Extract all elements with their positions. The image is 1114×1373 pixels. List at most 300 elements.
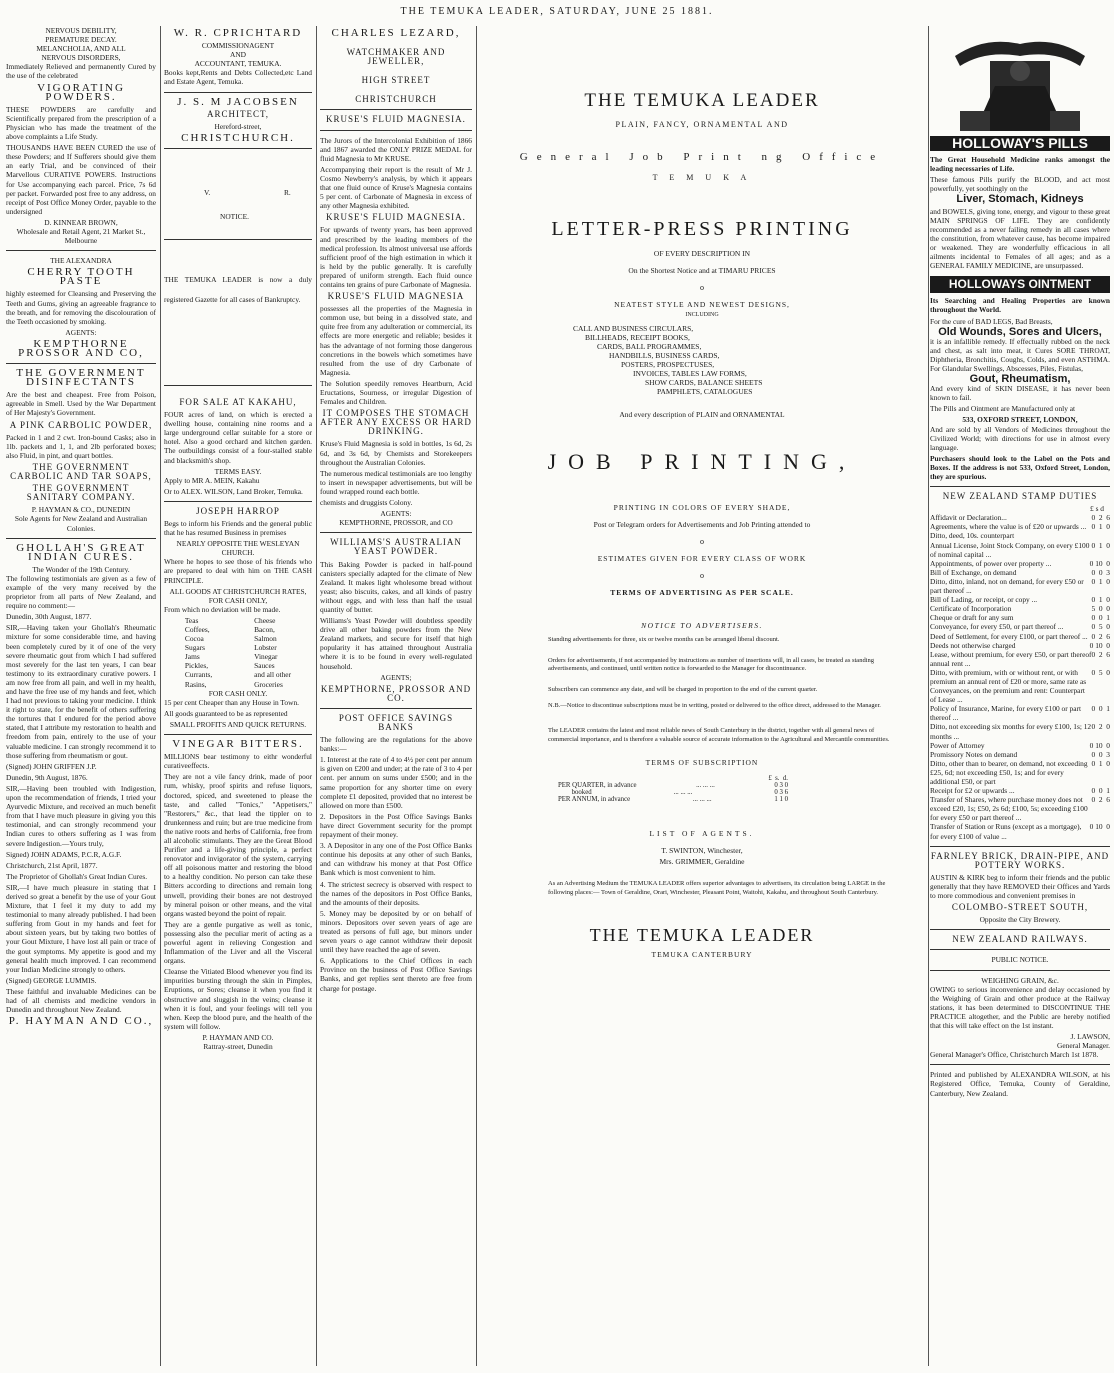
signatory-name: J. LAWSON, (1070, 1032, 1110, 1042)
duty-value: 0 2 6 (1091, 631, 1110, 641)
duty-value: 0 10 0 (1089, 558, 1110, 568)
duty-value: 0 0 3 (1091, 567, 1110, 577)
divider (930, 970, 1110, 971)
ad-text: possesses all the properties of the Magnesia in common use, but being in a dissolved state, and quite free from any adulteration or commercial, its effects are more energetic and reliable; besides it has the advantage of not forming those dangerous concretions in the bowels which sometimes have resulted from the use of dry Carbonate of Magnesia. (320, 304, 472, 377)
list-item: Jams (184, 652, 200, 662)
ornament: o (700, 571, 704, 580)
table-row (930, 668, 1110, 704)
table-row (930, 568, 1110, 577)
ad-subtitle: HIGH STREET (361, 75, 431, 86)
agents-label: AGENTS: (65, 327, 97, 337)
row-label: booked (558, 789, 592, 797)
ad-text: Purchasers should look to the Label on the Pots and Boxes. If the address is not 533, Oxford Street, London, they are spurious. (930, 453, 1110, 481)
ad-subtitle: KRUSE'S FLUID MAGNESIA (327, 291, 465, 302)
duty-value: 0 0 3 (1091, 749, 1110, 759)
heading-line: MELANCHOLIA, AND ALL (36, 44, 126, 54)
ad-kicker: THE ALEXANDRA (50, 256, 112, 266)
table-header (558, 775, 788, 782)
duty-value: 0 1 0 (1091, 540, 1110, 550)
ad-title: NEW ZEALAND RAILWAYS. (952, 934, 1088, 945)
ad-text: And every description of PLAIN and ORNAMENTAL (619, 410, 785, 419)
duty-value: 0 0 1 (1091, 613, 1110, 623)
ad-text: They are a gentle purgative as well as tonic, possessing also the peculiar merit of acting as a powerful agent in relieving Congestion and Inflammation of the Liver and all the Visceral organs. (164, 919, 312, 966)
duty-label: Promissory Notes on demand (930, 749, 1018, 759)
ad-title: WILLIAMS'S AUSTRALIAN YEAST POWDER. (330, 537, 462, 557)
table-row (930, 795, 1110, 822)
table-row (930, 759, 1110, 786)
ad-subtitle: KRUSE'S FLUID MAGNESIA. (326, 212, 466, 223)
letter-signature: Signed) JOHN ADAMS, P.C.R, A.G.F. (6, 849, 122, 859)
list-item: Sugars (184, 643, 206, 653)
ad-text: Or to ALEX. WILSON, Land Broker, Temuka. (164, 486, 303, 496)
list-item: Pickles, (184, 661, 209, 671)
duty-value: 0 2 6 (1091, 795, 1110, 805)
list-item: Coffees, (184, 625, 210, 634)
ad-text: Its Searching and Healing Properties are known throughout the World. (930, 296, 1110, 315)
agent-name: T. SWINTON, Winchester, (661, 846, 743, 856)
row-values (774, 782, 788, 789)
ad-title: FARNLEY BRICK, DRAIN-PIPE, AND POTTERY WORKS. (930, 850, 1110, 870)
ad-subtitle: SMALL PROFITS AND QUICK RETURNS. (169, 719, 307, 729)
nervous-ad (6, 26, 156, 245)
ad-subtitle: Old Wounds, Sores and Ulcers, (938, 325, 1102, 338)
ad-text: highly esteemed for Cleansing and Preserving the Teeth and Gums, giving an agreeable fragrance to the breath, and for removing the discolouration of the Teeth occasioned by smoking. (6, 289, 156, 326)
ad-text: Apply to MR A. MEIN, Kakahu (164, 475, 260, 485)
ornament: o (700, 283, 704, 292)
ad-title: POST OFFICE SAVINGS BANKS (338, 712, 454, 732)
ad-title: CHARLES LEZARD, (331, 27, 461, 39)
list-item: Bacon, (254, 625, 275, 634)
table-row (930, 531, 1110, 540)
ad-subtitle: NEARLY OPPOSITE THE WESLEYAN CHURCH. (176, 539, 300, 558)
ad-subtitle: ARCHITECT, (206, 108, 270, 119)
ad-subtitle: PRINTING IN COLORS OF EVERY SHADE, (613, 503, 791, 512)
column-1 (6, 26, 156, 1366)
duty-value: 0 1 0 (1091, 595, 1110, 605)
value-cell: 1 (779, 796, 783, 804)
divider (164, 734, 312, 735)
ad-subtitle: COMMISSIONAGENT (201, 41, 275, 51)
duty-value: 0 10 0 (1089, 740, 1110, 750)
letter-date: Dunedin, 30th August, 1877. (6, 612, 92, 622)
kruse-ad (320, 115, 472, 527)
printing-office-ad (478, 26, 926, 1366)
table-row (930, 541, 1110, 559)
list-item: PAMPHLETS, CATALOGUES (657, 387, 753, 396)
divider (164, 148, 312, 149)
divider (164, 92, 312, 93)
letter-date: Christchurch, 21st April, 1877. (6, 860, 98, 870)
agent-name: P. HAYMAN & CO., DUNEDIN (31, 505, 131, 515)
ad-title: KRUSE'S FLUID MAGNESIA. (326, 114, 466, 125)
newspaper-masthead: THE TEMUKA LEADER, SATURDAY, JUNE 25 1881. (400, 6, 714, 17)
ad-text: AUSTIN & KIRK beg to inform their friends and the public generally that they have REMOVED their Offices and Yards to more commodious and convenient premises in (930, 872, 1110, 901)
duty-label: Lease, without premium, for every £50, or part thereof annual rent ... (930, 649, 1092, 668)
letter-date: Dunedin, 9th August, 1876. (6, 772, 88, 782)
ad-text: General Manager's Office, Christchurch March 1st 1878. (930, 1050, 1099, 1060)
list-item: Lobster (254, 643, 277, 653)
ad-text: Are the best and cheapest. Free from Poison, agreeable in Smell. Used by the War Department of Her Majesty's Government. (6, 390, 156, 418)
row-values (774, 796, 788, 803)
header-cell: d. (782, 775, 788, 783)
ad-subtitle: CHRISTCHURCH. (181, 131, 295, 144)
table-row (930, 822, 1110, 840)
list-item: Currants, (184, 670, 213, 680)
list-item: HANDBILLS, BUSINESS CARDS, (609, 351, 720, 360)
ad-title: VIGORATING POWDERS. (37, 81, 125, 103)
cherry-ad (6, 256, 156, 358)
ad-text: All goods guaranteed to be as represented (164, 708, 288, 718)
ad-text: And every kind of SKIN DISEASE, it has never been known to fail. (930, 384, 1110, 403)
ad-text: OWING to serious inconvenience and delay occasioned by the Weighing of Grain and other produce at the Railway stations, it has been determined to DISCONTINUE THE PRACTICE altogether, and the Public are hereby notified that this will take effect on the 1st instant. (930, 984, 1110, 1030)
duty-label: Transfer of Shares, where purchase money does not exceed £20, 1s; £50, 2s 6d; £100, 5s; exceeding £100 for every £50 or part thereof ... (930, 795, 1088, 823)
list-item: Salmon (254, 634, 277, 644)
ghollah-ad (6, 541, 156, 1028)
ad-text: The following are the regulations for the above banks:— (320, 735, 472, 754)
ad-subtitle: NEATEST STYLE AND NEWEST DESIGNS, (614, 300, 790, 309)
column-rule (476, 26, 477, 1366)
duty-value: 0 5 0 (1091, 667, 1110, 677)
table-row (930, 704, 1110, 722)
value-cell: 1 (774, 796, 778, 804)
ad-subtitle: CHRISTCHURCH (355, 94, 437, 105)
duty-label: Cheque or draft for any sum (930, 613, 1014, 623)
agent-name: P. HAYMAN AND CO., (8, 1015, 154, 1028)
duty-label: Certificate of Incorporation (930, 604, 1012, 614)
ad-title: JOSEPH HARROP (196, 505, 280, 516)
ad-subtitle: Liver, Stomach, Kidneys (956, 193, 1084, 206)
duty-label: Ditto, ditto, inland, not on demand, for every £50 or part thereof ... (930, 576, 1084, 596)
duty-label: Ditto, other than to bearer, on demand, not exceeding £25, 6d; not exceeding £50, 1s; and for every additional £50, or part (930, 758, 1088, 786)
table-row (930, 722, 1110, 740)
table-row (930, 577, 1110, 595)
ad-text: FOUR acres of land, on which is erected a dwelling house, containing nine rooms and a large underground cellar suitable for a store or hotel. Also a good orchard and kitchen garden. The outbuildings consist of a four-stalled stable and blacksmith's shop. (164, 410, 312, 465)
imprint: Printed and published by ALEXANDRA WILSON, at his Registered Office, Temuka, County of Geraldine, Canterbury, New Zealand. (930, 1070, 1110, 1098)
leader-notice (164, 270, 312, 380)
ad-subtitle: PUBLIC NOTICE. (991, 955, 1049, 965)
row-dots: ... ... ... (696, 782, 715, 790)
duty-value: 0 1 0 (1091, 758, 1110, 768)
row-values (774, 789, 788, 796)
heading-line: NERVOUS DISORDERS, (41, 53, 121, 63)
divider (930, 949, 1110, 950)
ad-subtitle: ALL GOODS AT CHRISTCHURCH RATES, FOR CASH ONLY, (169, 586, 307, 605)
kakahu-sale-ad (164, 398, 312, 496)
ad-subtitle: COLOMBO-STREET SOUTH, (951, 902, 1089, 913)
letter-text: SIR,—Having been troubled with Indigestion, upon the recommendation of friends, I tried your Ayurvedic Mixture, and received an much benefit from that I have much pleasure in giving you this testimonial, and can strongly recommend your Indian cures to others suffering as I was from severe Indigestion.—Yours truly, (6, 783, 156, 848)
table-row (930, 641, 1110, 650)
list-item: CARDS, BALL PROGRAMMES, (597, 342, 702, 351)
list-item: POSTERS, PROSPECTUSES, (621, 360, 715, 369)
jacobsen-ad (164, 95, 312, 144)
duty-label: Annual License, Joint Stock Company, on every £100 of nominal capital ... (930, 540, 1090, 559)
table-row (930, 559, 1110, 568)
ad-subtitle: TERMS EASY. (214, 466, 262, 476)
row-label: PER QUARTER, in advance (558, 782, 637, 790)
agent-address: Rattray-street, Dunedin (203, 1042, 273, 1052)
list-item: BILLHEADS, RECEIPT BOOKS, (585, 333, 690, 342)
duty-value: 0 0 1 (1091, 786, 1110, 796)
ad-text: On the Shortest Notice and at TIMARU PRICES (628, 266, 776, 275)
pritchard-ad (164, 29, 312, 87)
duty-value: 0 2 6 (1091, 649, 1110, 659)
ornament: o (700, 537, 704, 546)
ad-subtitle: IT COMPOSES THE STOMACH AFTER ANY EXCESS OR HARD DRINKING. (320, 408, 472, 437)
divider (164, 239, 312, 240)
ad-text: and BOWELS, giving tone, energy, and vigour to these great MAIN SPRINGS OF LIFE. They are confidently recommended as a never failing remedy in all cases where the constitution, from whatever cause, has become impaired or weakened. They are wonderfully efficacious in all ailments incidental to Females of all ages; and as a GENERAL FAMILY MEDICINE, are unsurpassed. (930, 206, 1110, 271)
ad-text: Begs to inform his Friends and the general public that he has resumed Business in premises (164, 518, 312, 538)
divider (930, 846, 1110, 847)
value-cell: 3 (779, 789, 783, 797)
footer-title: THE TEMUKA LEADER (589, 925, 815, 946)
ad-title: J. S. M JACOBSEN (177, 95, 299, 108)
heading-line: PREMATURE DECAY. (45, 35, 117, 45)
yeast-ad (320, 538, 472, 703)
ad-text: Post or Telegram orders for Advertisements and Job Printing attended to (593, 520, 811, 529)
agent-name: D. KINNEAR BROWN, (44, 217, 118, 227)
ad-text: Williams's Yeast Powder will doubtless speedily drive all other baking powders from the New Zealand markets, and secure for itself that high popularity it has attained throughout Australia where it is to be found in every well-regulated household. (320, 616, 472, 671)
ad-subtitle: Gout, Rheumatism, (969, 373, 1071, 386)
duty-value: 0 10 0 (1089, 822, 1110, 832)
table-row (930, 750, 1110, 759)
letter-signature: (Signed) GEORGE LUMMIS. (6, 975, 97, 985)
divider (164, 385, 312, 386)
table-row (930, 632, 1110, 641)
duty-label: Power of Attorney (930, 740, 985, 750)
header-cell: s. (775, 775, 780, 783)
list-item: Cheese (254, 615, 276, 625)
column-rule (928, 26, 929, 1366)
regulation-item: 4. The strictest secrecy is observed with respect to the names of the depositors in Post Office Banks, and the amounts of their deposits. (320, 879, 472, 907)
ad-title: THE GOVERNMENT DISINFECTANTS (16, 367, 146, 389)
ad-text: For upwards of twenty years, has been approved and prescribed by the leading members of the medical profession. Its almost universal use affords sufficient proof of the high estimation in which it is held by the public generally. It is carefully prepared of uniform strength. Each fluid ounce contains ten grains of pure Carbonate of Magnesia. (320, 225, 472, 289)
table-row (930, 522, 1110, 531)
ad-subtitle: THE GOVERNMENT CARBOLIC AND TAR SOAPS, (10, 461, 152, 482)
value-cell: 6 (784, 789, 788, 797)
divider (320, 109, 472, 110)
duty-label: Ditto, deed, 10s. counterpart (930, 531, 1015, 541)
divider (320, 130, 472, 131)
agents-label: AGENTS: (380, 509, 412, 519)
list-item: INVOICES, TABLES LAW FORMS, (633, 369, 747, 378)
duty-value: 0 0 1 (1091, 704, 1110, 714)
value-cell: 0 (784, 796, 788, 804)
duty-label: Receipt for £2 or upwards ... (930, 786, 1015, 796)
notice-v: V. (204, 187, 211, 197)
divider (320, 532, 472, 533)
duty-value: 0 5 0 (1091, 622, 1110, 632)
ointment-banner: HOLLOWAYS OINTMENT (930, 276, 1110, 293)
ad-text: 15 per cent Cheaper than any House in Town. (164, 697, 300, 707)
ad-text: Opposite the City Brewery. (979, 915, 1061, 925)
list-item: Rasins, (184, 679, 207, 689)
ad-text: Immediately Relieved and permanently Cured by the use of the celebrated (6, 62, 156, 81)
subscription-table (558, 775, 788, 803)
list-item: Cocoa (184, 634, 204, 644)
duty-label: Ditto, with premium, with or without rent, or with premium an annual rent of £20 or more, same rate as Conveyances, on the premium and rent: Counterpart of Lease ... (930, 667, 1087, 705)
ad-text: The Pills and Ointment are Manufactured only at (930, 404, 1076, 414)
ad-text: From which no deviation will be made. (164, 604, 281, 614)
ad-text: it is an infallible remedy. If effectually rubbed on the neck and chest, as salt into meat, it Cures SORE THROAT, Diphtheria, Bronchitis, Coughs, Colds, and even ASTHMA. For Glandular Swellings, Abscesses, Piles, Fistulas, (930, 336, 1110, 373)
letter-signature: (Signed) JOHN GRIFFEN J.P. (6, 761, 97, 771)
list-item: SHOW CARDS, BALANCE SHEETS (645, 378, 763, 387)
list-item: Sauces (254, 661, 275, 671)
regulation-item: 1. Interest at the rate of 4 to 4½ per cent per annum is given on £200 and under; at the rate of 3 to 4 per cent. per annum on sums under £500; and in the same proportion for any shorter time on every complete £1 deposited, provided that no interest be allowed on more than £500. (320, 755, 472, 810)
lezard-ad (320, 29, 472, 104)
list-item: and all other (254, 670, 292, 680)
table-row (930, 604, 1110, 613)
regulation-item: 2. Depositors in the Post Office Savings Banks have direct Government security for the prompt repayment of their money. (320, 811, 472, 840)
ad-subtitle: WEIGHING GRAIN, &c. (981, 975, 1059, 985)
table-row (930, 741, 1110, 750)
ad-text: Orders for advertisements, if not accompanied by instructions as number of insertions will, in all cases, be treated as standing advertisements, and continued, until written notice is forwarded to the Manager for discontinuance. (548, 656, 874, 673)
vinegar-ad (164, 740, 312, 1051)
letter-text: SIR,—Having taken your Ghollah's Rheumatic mixture for some considerable time, and having been completely cured by it of one of the very severe rheumatic gout from which I had suffered most severely for the last ten years, I can bear testimony to its extraordinary curative powers. I am now free from all pain, and well in my health, and have the free use of my hands and feet, which I had not previous to taking your medicine. I think it right to state, for the benefit of others suffering the tortures that I endured for the period above stated, that I attribute my restoration to health and freedom from pain, entirely to the use of your valuable medicine. I can strongly recommend it to those suffering from rheumatism or gout. (6, 623, 156, 760)
vr-notice (164, 154, 312, 234)
value-cell: 0 (774, 782, 778, 790)
ad-text: OF EVERY DESCRIPTION IN (653, 249, 751, 258)
divider (6, 363, 156, 364)
subscription-heading: TERMS OF SUBSCRIPTION (645, 758, 759, 768)
ad-text: THOUSANDS HAVE BEEN CURED the use of these Powders; and If Sufferers should give them an early Trial, and be convinced of their Marvellous CURATIVE POWERS. Instructions for Use accompanying each parcel. Price, 7s 6d per packet. Forwarded post free to any address, on receipt of Post Office Money Order, payable to the undersigned (6, 143, 156, 216)
value-cell: 3 (779, 782, 783, 790)
footer-subtitle: TEMUKA CANTERBURY (651, 950, 753, 960)
duty-label: Deeds not otherwise charged (930, 640, 1016, 650)
column-2 (164, 26, 312, 1366)
ad-subtitle: The Wonder of the 19th Century. (32, 564, 130, 574)
duty-label: Affidavit or Declaration... (930, 513, 1007, 523)
duty-value: 5 0 0 (1091, 604, 1110, 614)
agent-name: P. HAYMAN AND CO. (202, 1032, 274, 1042)
regulation-item: 3. A Depositor in any one of the Post Office Banks continue his deposits at any other of such Banks, and can withdraw his money at that Post Office Bank which is most convenient to him. (320, 841, 472, 878)
ad-subtitle: ACCOUNTANT, TEMUKA. (194, 59, 282, 69)
regulation-item: 5. Money may be deposited by or on behalf of minors. Depositors over seven years of age are treated as persons of full age, but minors under seven years o age cannot withdraw their deposit until they have reached the age of seven. (320, 908, 472, 955)
divider (930, 486, 1110, 487)
ad-text: Hereford-street, (214, 121, 262, 131)
savings-bank-notice (320, 714, 472, 993)
ad-text: INCLUDING (685, 312, 719, 318)
ad-text: N.B.—Notice to discontinue subscriptions must be in writing, posted or delivered to the office direct, addressed to the Manager. (548, 702, 881, 710)
list-item: Groceries (254, 679, 283, 689)
letter-text: SIR,—I have much pleasure in stating that I derived so great a benefit by the use of your Gout Mixture, that I feel it my duty to add my testimonial to many already published. I had been suffering from Gout in my hands and feet for about sixteen years, but by taking two bottles of your Gout Mixture, I have lost all pain or trace of the gout symptoms. My appetite is good and my general health much improved. I can recommend your Indian Medicine strongly to others. (6, 882, 156, 974)
ad-text: These faithful and invaluable Medicines can be had of all chemists and medicine vendors in Dunedin and throughout New Zealand. (6, 986, 156, 1015)
divider (6, 538, 156, 539)
duty-label: Ditto, not exceeding six months for every £100, 1s; 12 months ... (930, 722, 1092, 741)
ad-text: These famous Pills purify the BLOOD, and act most powerfully, yet soothingly on the (930, 175, 1110, 194)
ad-text: Accompanying their report is the result of Mr J. Cosmo Newberry's analysis, by which it appears that one fluid ounce of Kruse's Magnesia contains 5 per cent. of Carbonate of Magnesia in excess of any other Magnesia exhibited. (320, 164, 472, 211)
ad-text: They are not a vile fancy drink, made of poor rum, whisky, proof spirits and refuse liquors, doctored, spiced, and sweetened to please the taste, and called "Tonics," "Appetisers," "Restorers," &c., that lead the tippler on to drunkenness and ruin; but are true medicine from the native roots and herbs of California, free from all alcoholic stimulants. They are the Great Blood Purifier and a life-giving principle, a perfect renovator and invigorator of the system, carrying off all poisonous matter and restoring the blood to a healthy condition. No person can take these Bitters according to directions and remain long unwell, providing their bones are not destroyed by mineral poison or other means, and the vital organs wasted beyond the point of repair. (164, 772, 312, 918)
services-list (573, 324, 926, 396)
pills-banner: HOLLOWAY'S PILLS (930, 136, 1110, 151)
grocery-list-b (254, 616, 291, 689)
ad-text: The Solution speedily removes Heartburn, Acid Eructations, Sourness, or irregular Digestion of Females and Children. (320, 378, 472, 407)
ad-text: For the cure of BAD LEGS, Bad Breasts, (930, 316, 1053, 326)
signatory-role: General Manager. (1057, 1041, 1110, 1051)
ad-text: The following testimonials are given as a few of example of the very many received by the proprietor from all parts of New Zealand, and require no comment:— (6, 573, 156, 611)
ad-text: THESE POWDERS are carefully and Scientifically prepared from the prescription of a Physician who has made the treatment of the above complaints a Life Study. (6, 104, 156, 142)
value-cell: 0 (784, 782, 788, 790)
duty-label: Conveyance, for every £50, or part thereof ... (930, 622, 1064, 632)
table-row (558, 796, 788, 803)
column-rule (316, 26, 317, 1366)
regulation-item: 6. Applications to the Chief Offices in each Province on the business of Post Office Savings Banks, and get replies sent thereto are free from charge for postage. (320, 956, 472, 993)
row-dots: ... ... ... (673, 789, 693, 797)
ad-subtitle: FOR CASH ONLY. (208, 688, 268, 698)
table-row (558, 789, 788, 796)
ad-text: The numerous medical testimonials are too lengthy to insert in newspaper advertisements, but will be found wrapped round each bottle. (320, 468, 472, 496)
ad-text: MILLIONS bear testimony to eithr wonderful curativeeffects. (164, 752, 312, 771)
list-item: Vinegar (254, 652, 278, 662)
ad-title: VINEGAR BITTERS. (172, 738, 304, 751)
ad-text: The Great Household Medicine ranks amongst the leading necessaries of Life. (930, 155, 1110, 174)
duty-value: 0 2 0 (1091, 722, 1110, 732)
ad-text: The LEADER contains the latest and most reliable news of South Canterbury in the district, together with all general news of commercial importance, and is therefore a valuable source of accurate information to the Agricultural and Mercantile communities. (548, 726, 890, 743)
ad-text: As an Advertising Medium the TEMUKA LEADER offers superior advantages to advertisers, its circulation being LARGE in the following places:— Town of Geraldine, Orari, Winchester, Pleasant Point, Waitohi, Kakahu, and throughout South Canterbury. (548, 880, 886, 896)
duty-label: Deed of Settlement, for every £100, or part thereof ... (930, 631, 1088, 641)
table-row (930, 786, 1110, 795)
ad-subtitle: ESTIMATES GIVEN FOR EVERY CLASS OF WORK (597, 554, 807, 563)
heading-line: NERVOUS DEBILITY, (45, 26, 117, 35)
header-cell: £ (768, 775, 772, 783)
table-row (930, 595, 1110, 604)
agent-address: Wholesale and Retail Agent, 21 Market St., Melbourne (16, 226, 146, 246)
ad-text: The Jurors of the Intercolonial Exhibition of 1866 and 1867 awarded the ONLY PRIZE MEDAL for fluid Magnesia to Mr KRUSE. (320, 135, 472, 163)
row-label: PER ANNUM, in advance (558, 796, 631, 804)
ad-text: Where he hopes to see those of his friends who are prepared to deal with him on THE CASH PRINCIPLE. (164, 557, 312, 585)
agents-label: AGENTS; (380, 672, 412, 682)
office-line: General Job Print ng Office (519, 151, 885, 163)
ad-title: W. R. CPRICHTARD (173, 27, 303, 39)
ad-text: Subscribers can commence any date, and will be charged in proportion to the end of the current quarter. (548, 685, 818, 693)
row-dots: ... ... ... (692, 796, 712, 804)
letterpress-heading: LETTER-PRESS PRINTING (551, 218, 853, 240)
ad-address: 533, OXFORD STREET, LONDON, (962, 415, 1078, 425)
list-item: CALL AND BUSINESS CIRCULARS, (573, 324, 694, 333)
agent-name: KEMPTHORNE, PROSSOR, and CO (339, 518, 453, 528)
duties-heading: NEW ZEALAND STAMP DUTIES (942, 491, 1098, 502)
column-5 (930, 26, 1110, 1366)
letter-recipient: The Proprietor of Ghollah's Great Indian Cures. (6, 871, 148, 881)
disinfectant-ad (6, 369, 156, 533)
agent-name: KEMPTHORNE PROSSOR AND CO, (18, 337, 144, 359)
ad-text: Packed in 1 and 2 cwt. Iron-bound Casks; also in 1lb. packets and 1, 1, and 2lb perforated boxes; also Fluid, in pint, and quart bottles. (6, 432, 156, 460)
duty-label: Appointments, of power over property ... (930, 558, 1052, 568)
town-line: T E M U K A (652, 173, 752, 182)
duties-header: £ s d (1090, 504, 1104, 514)
duty-value: 0 1 0 (1091, 522, 1110, 532)
table-row (930, 513, 1110, 522)
column-rule (160, 26, 161, 1366)
table-row (930, 622, 1110, 631)
divider (930, 929, 1110, 930)
duty-label: Bill of Lading, or receipt, or copy ... (930, 595, 1038, 605)
value-cell: 0 (774, 789, 778, 797)
ad-text: chemists and druggists Colony. (320, 498, 413, 508)
ad-subtitle: TERMS OF ADVERTISING AS PER SCALE. (610, 588, 794, 597)
ad-subtitle: AND (229, 50, 246, 60)
table-row (930, 650, 1110, 668)
header-cells (768, 775, 788, 782)
notice-r: R. (284, 187, 291, 197)
ad-title: THE TEMUKA LEADER (584, 90, 820, 111)
ad-title: CHERRY TOOTH PASTE (27, 266, 135, 288)
agent-name: Mrs. GRIMMER, Geraldine (659, 857, 745, 867)
notice-heading: NOTICE TO ADVERTISERS. (641, 621, 763, 630)
divider (320, 708, 472, 709)
grocery-list (164, 616, 312, 689)
ad-subtitle: A PINK CARBOLIC POWDER, (9, 419, 153, 430)
ad-subtitle: THE GOVERNMENT SANITARY COMPANY. (26, 483, 136, 503)
